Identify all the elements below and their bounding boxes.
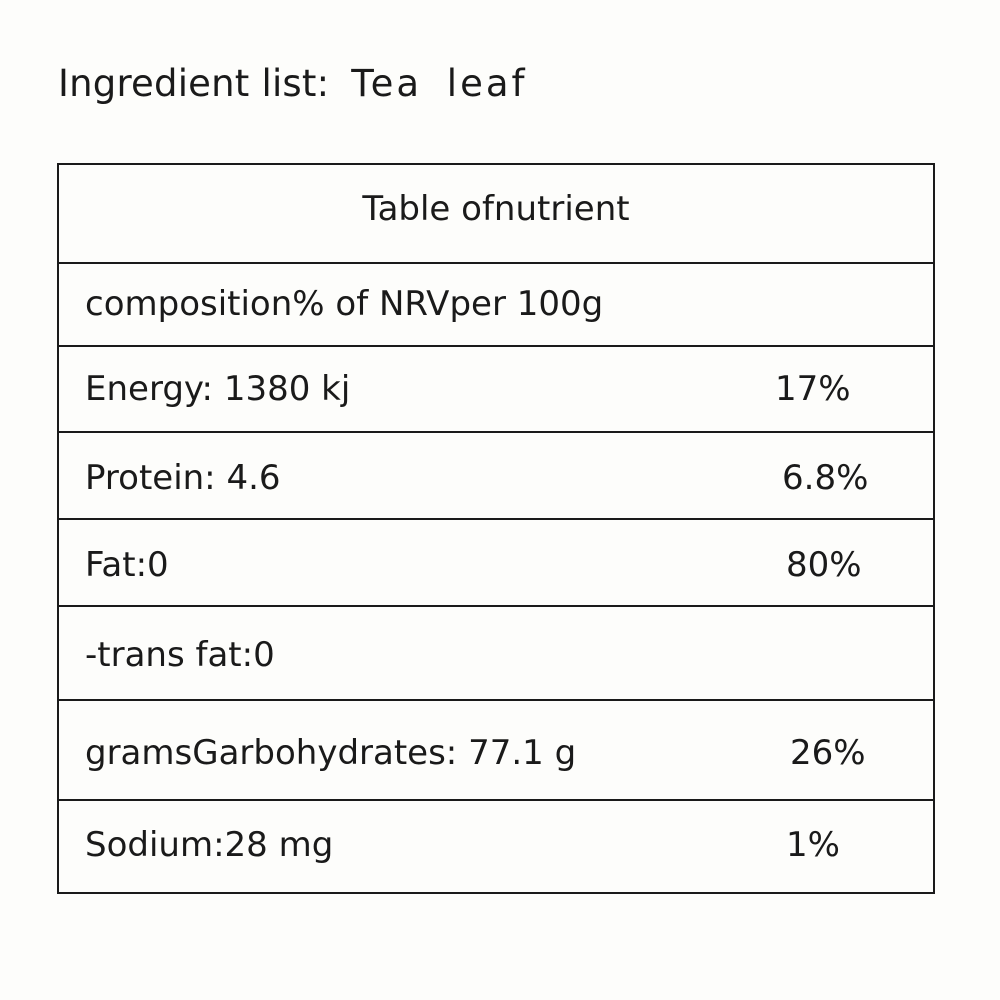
table-header-row: [59, 264, 933, 347]
nutrient-name: Protein: 4.6: [85, 458, 281, 498]
nutrient-table: [57, 163, 935, 894]
ingredient-label: Ingredient list:: [58, 62, 330, 105]
nutrient-name: -trans fat:0: [85, 635, 275, 675]
nutrient-percent: 6.8%: [782, 458, 869, 498]
ingredient-value: Tea leaf: [351, 62, 528, 105]
table-row: [59, 607, 933, 701]
nutrient-percent: 26%: [790, 733, 866, 773]
table-row: [59, 347, 933, 433]
table-row: [59, 520, 933, 607]
table-row: [59, 801, 933, 892]
table-title-row: [59, 165, 933, 264]
nutrient-name: Energy: 1380 kj: [85, 369, 351, 409]
nutrient-name: gramsGarbohydrates: 77.1 g: [85, 733, 577, 773]
nutrient-percent: 1%: [786, 825, 840, 865]
table-row: [59, 701, 933, 801]
table-header: composition% of NRVper 100g: [85, 284, 604, 324]
table-title: Table ofnutrient: [362, 189, 630, 229]
nutrient-name: Fat:0: [85, 545, 169, 585]
table-row: [59, 433, 933, 520]
nutrient-name: Sodium:28 mg: [85, 825, 334, 865]
nutrient-percent: 17%: [775, 369, 851, 409]
nutrient-percent: 80%: [786, 545, 862, 585]
ingredient-list: [58, 62, 528, 105]
